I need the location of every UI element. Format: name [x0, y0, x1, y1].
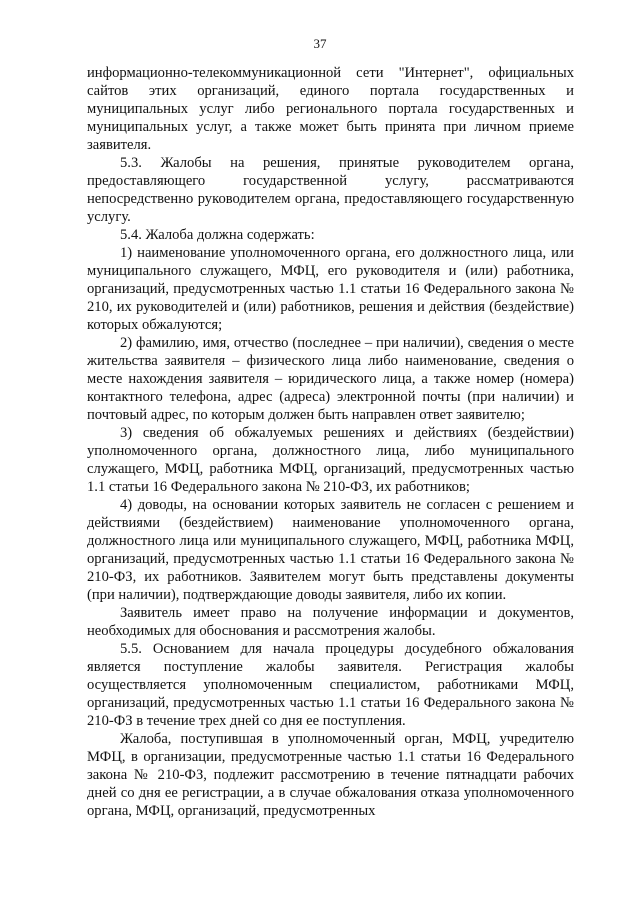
- list-item-2: 2) фамилию, имя, отчество (последнее – при наличии), сведения о месте жительства заявителя – физического лица либо наименование, сведения о месте нахождения заявителя – юридического лица, а также номер (номера) контактного телефона, адрес (адреса) электронной почты (при наличии) и почтовый адрес, по которым должен быть направлен ответ заявителю;: [87, 335, 574, 423]
- paragraph-applicant-rights: Заявитель имеет право на получение информации и документов, необходимых для обоснования и рассмотрения жалобы.: [87, 605, 574, 639]
- document-body: [87, 64, 574, 820]
- list-item-3: 3) сведения об обжалуемых решениях и действиях (бездействии) уполномоченного органа, должностного лица, либо муниципального служащего, МФЦ, работника МФЦ, организаций, предусмотренных частью 1.1 статьи 16 Федерального закона № 210-ФЗ, их работников;: [87, 425, 574, 495]
- paragraph-internet-submission: информационно-телекоммуникационной сети "Интернет", официальных сайтов этих организаций, единого портала государственных и муниципальных услуг либо регионального портала государственных и муниципальных услуг, а также может быть принята при личном приеме заявителя.: [87, 65, 574, 153]
- paragraph-complaint-review: Жалоба, поступившая в уполномоченный орган, МФЦ, учредителю МФЦ, в организации, предусмотренные частью 1.1 статьи 16 Федерального закона № 210-ФЗ, подлежит рассмотрению в течение пятнадцати рабочих дней со дня ее регистрации, а в случае обжалования отказа уполномоченного органа, МФЦ, организаций, предусмотренных: [87, 731, 574, 819]
- page-number: 37: [313, 36, 327, 51]
- list-item-4: 4) доводы, на основании которых заявитель не согласен с решением и действиями (бездействием) наименование уполномоченного органа, должностного лица или муниципального служащего, МФЦ, работника МФЦ, организаций, предусмотренных частью 1.1 статьи 16 Федерального закона № 210-ФЗ, их работников. Заявителем могут быть представлены документы (при наличии), подтверждающие доводы заявителя, либо их копии.: [87, 497, 574, 603]
- paragraph-5-5: 5.5. Основанием для начала процедуры досудебного обжалования является поступление жалобы заявителя. Регистрация жалобы осуществляется уполномоченным специалистом, работниками МФЦ, организаций, предусмотренных частью 1.1 статьи 16 Федерального закона № 210-ФЗ в течение трех дней со дня ее поступления.: [87, 641, 574, 729]
- list-item-1: 1) наименование уполномоченного органа, его должностного лица, или муниципального служащего, МФЦ, его руководителя и (или) работника, организаций, предусмотренных частью 1.1 статьи 16 Федерального закона № 210, их руководителей и (или) работников, решения и действия (бездействие) которых обжалуются;: [87, 245, 574, 333]
- paragraph-5-3: 5.3. Жалобы на решения, принятые руководителем органа, предоставляющего государственной услугу, рассматриваются непосредственно руководителем органа, предоставляющего государственную услугу.: [87, 155, 574, 225]
- paragraph-5-4: 5.4. Жалоба должна содержать:: [120, 227, 315, 243]
